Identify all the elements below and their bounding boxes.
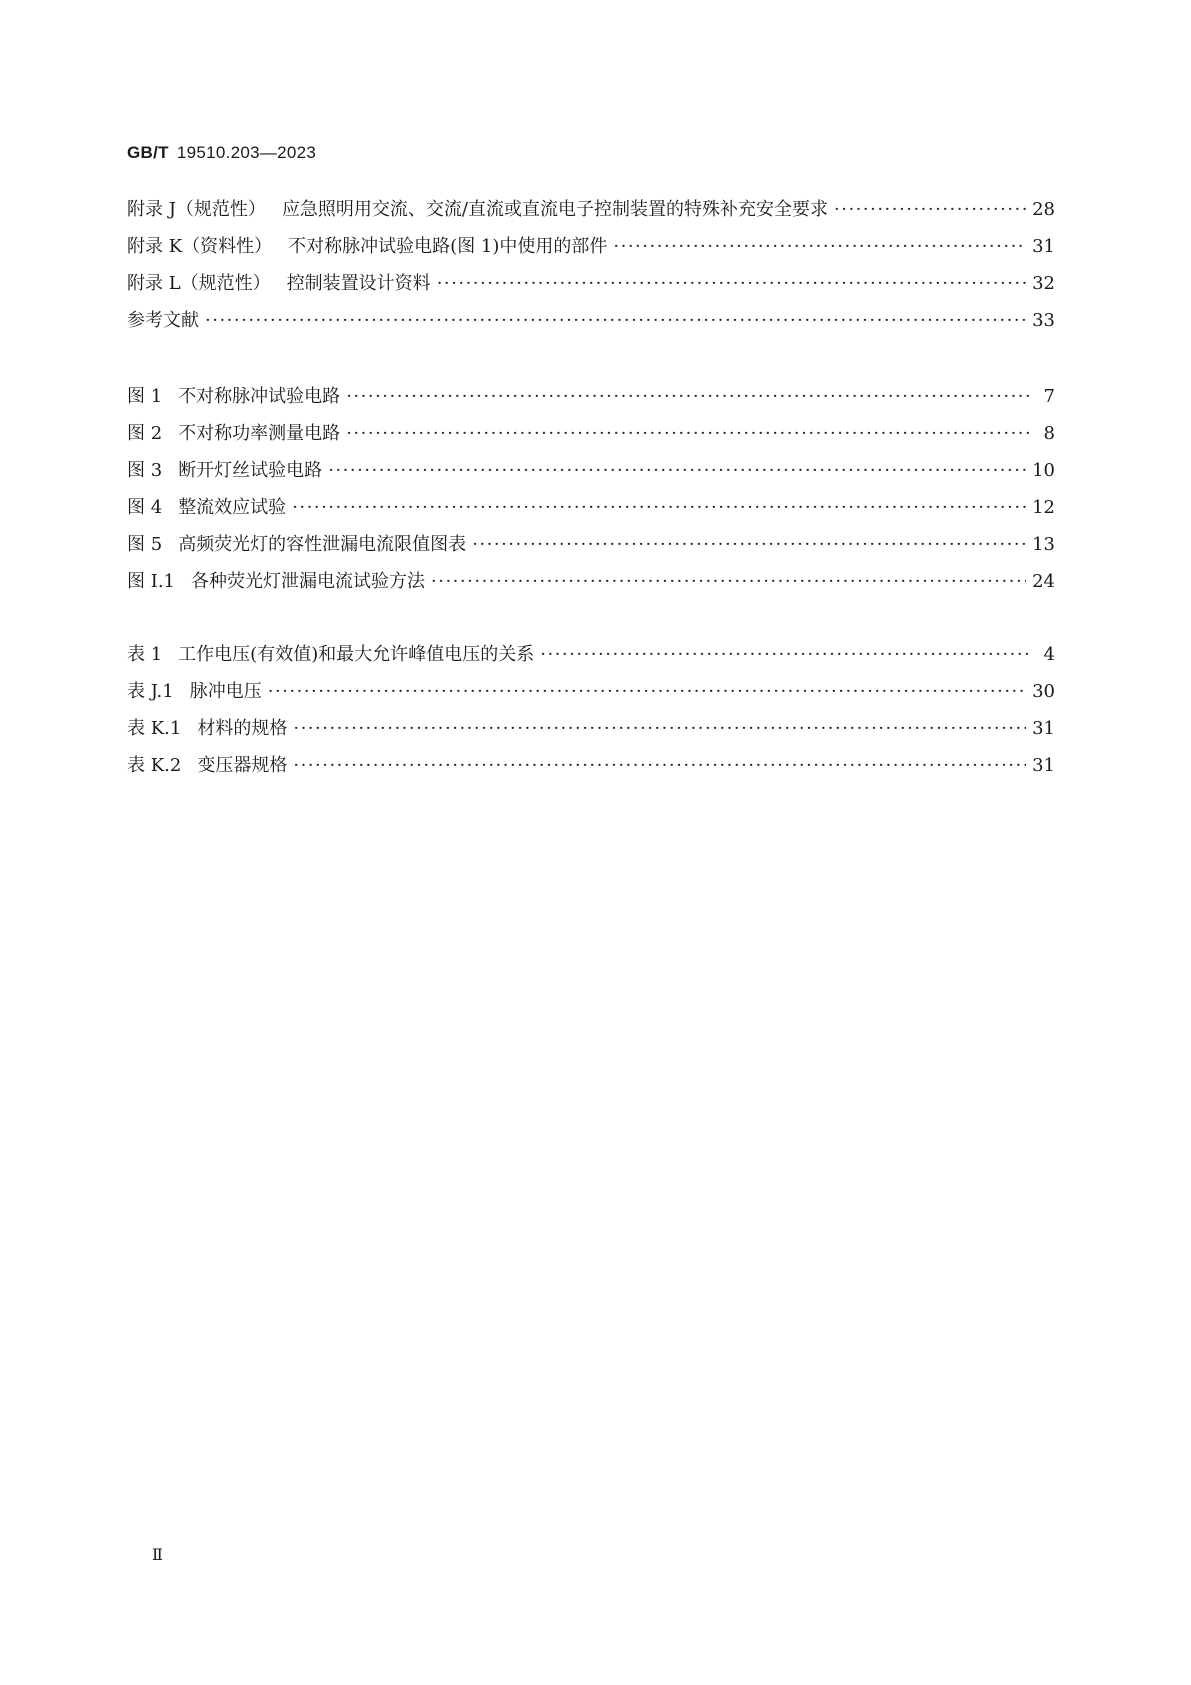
toc-page-number: 10 — [1032, 460, 1055, 481]
toc-entry-figure-5[interactable] — [127, 530, 1055, 567]
toc-entry-annex-l[interactable] — [127, 269, 1055, 306]
toc-dot-leader — [613, 236, 1026, 257]
toc-entry-text: 控制装置设计资料 — [286, 273, 431, 294]
toc-page-number: 31 — [1032, 718, 1055, 739]
toc-dot-leader — [205, 310, 1026, 331]
toc-entry-text: 材料的规格 — [197, 718, 288, 739]
toc-annexes-section — [127, 195, 1055, 343]
toc-dot-leader — [834, 199, 1026, 220]
toc-entry-annex-j[interactable] — [127, 195, 1055, 232]
toc-entry-title: 附录 L（规范性） — [127, 273, 271, 294]
toc-page-number: 7 — [1043, 386, 1055, 407]
toc-page-number: 32 — [1032, 273, 1055, 294]
standard-code-number: 19510.203—2023 — [176, 143, 317, 162]
toc-dot-leader — [293, 755, 1026, 776]
toc-entry-title: 表 K.1 — [127, 718, 182, 739]
toc-figures-section — [127, 382, 1055, 604]
toc-dot-leader — [328, 460, 1026, 481]
toc-entry-figure-4[interactable] — [127, 493, 1055, 530]
toc-entry-title: 附录 J（规范性） — [127, 199, 266, 220]
toc-entry-title: 参考文献 — [127, 310, 199, 331]
toc-page-number: 33 — [1032, 310, 1055, 331]
toc-entry-title: 表 1 — [127, 644, 163, 665]
toc-entry-figure-i1[interactable] — [127, 567, 1055, 604]
toc-page-number: 24 — [1032, 571, 1055, 592]
toc-page-number: 31 — [1032, 236, 1055, 257]
toc-dot-leader — [437, 273, 1026, 294]
toc-dot-leader — [540, 644, 1031, 665]
toc-entry-title: 图 4 — [127, 497, 163, 518]
toc-entry-text: 断开灯丝试验电路 — [178, 460, 323, 481]
toc-entry-title: 图 I.1 — [127, 571, 176, 592]
toc-dot-leader — [431, 571, 1026, 592]
toc-entry-text: 不对称功率测量电路 — [178, 423, 341, 444]
toc-dot-leader — [472, 534, 1026, 555]
toc-page-number: 30 — [1032, 681, 1055, 702]
toc-page-number: 31 — [1032, 755, 1055, 776]
toc-page-number: 12 — [1032, 497, 1055, 518]
toc-entry-text: 变压器规格 — [197, 755, 288, 776]
toc-entry-table-k1[interactable] — [127, 714, 1055, 751]
toc-dot-leader — [293, 718, 1026, 739]
page-number-footer: Ⅱ — [152, 1545, 163, 1564]
toc-entry-title: 表 J.1 — [127, 681, 174, 702]
toc-dot-leader — [292, 497, 1026, 518]
toc-entry-text: 应急照明用交流、交流/直流或直流电子控制装置的特殊补充安全要求 — [281, 199, 828, 220]
toc-page-number: 13 — [1032, 534, 1055, 555]
toc-entry-text: 整流效应试验 — [178, 497, 287, 518]
toc-entry-bibliography[interactable] — [127, 306, 1055, 343]
standard-code-prefix: GB/T — [127, 143, 169, 162]
toc-entry-title: 图 3 — [127, 460, 163, 481]
toc-entry-title: 图 2 — [127, 423, 163, 444]
toc-dot-leader — [346, 386, 1031, 407]
toc-entry-table-k2[interactable] — [127, 751, 1055, 788]
standard-code-header — [127, 143, 316, 163]
toc-entry-title: 表 K.2 — [127, 755, 182, 776]
toc-entry-figure-3[interactable] — [127, 456, 1055, 493]
toc-entry-text: 工作电压(有效值)和最大允许峰值电压的关系 — [178, 644, 535, 665]
toc-page-number: 8 — [1043, 423, 1055, 444]
toc-tables-section — [127, 640, 1055, 788]
toc-dot-leader — [346, 423, 1031, 444]
toc-page-number: 4 — [1043, 644, 1055, 665]
toc-entry-title: 附录 K（资料性） — [127, 236, 273, 257]
toc-entry-figure-1[interactable] — [127, 382, 1055, 419]
toc-entry-title: 图 5 — [127, 534, 163, 555]
toc-entry-text: 不对称脉冲试验电路 — [178, 386, 341, 407]
toc-page-number: 28 — [1032, 199, 1055, 220]
toc-entry-text: 各种荧光灯泄漏电流试验方法 — [191, 571, 426, 592]
toc-entry-table-j1[interactable] — [127, 677, 1055, 714]
toc-dot-leader — [268, 681, 1026, 702]
toc-entry-annex-k[interactable] — [127, 232, 1055, 269]
toc-entry-table-1[interactable] — [127, 640, 1055, 677]
toc-entry-figure-2[interactable] — [127, 419, 1055, 456]
toc-entry-text: 不对称脉冲试验电路(图 1)中使用的部件 — [288, 236, 608, 257]
toc-entry-title: 图 1 — [127, 386, 163, 407]
toc-entry-text: 高频荧光灯的容性泄漏电流限值图表 — [178, 534, 467, 555]
toc-entry-text: 脉冲电压 — [189, 681, 262, 702]
